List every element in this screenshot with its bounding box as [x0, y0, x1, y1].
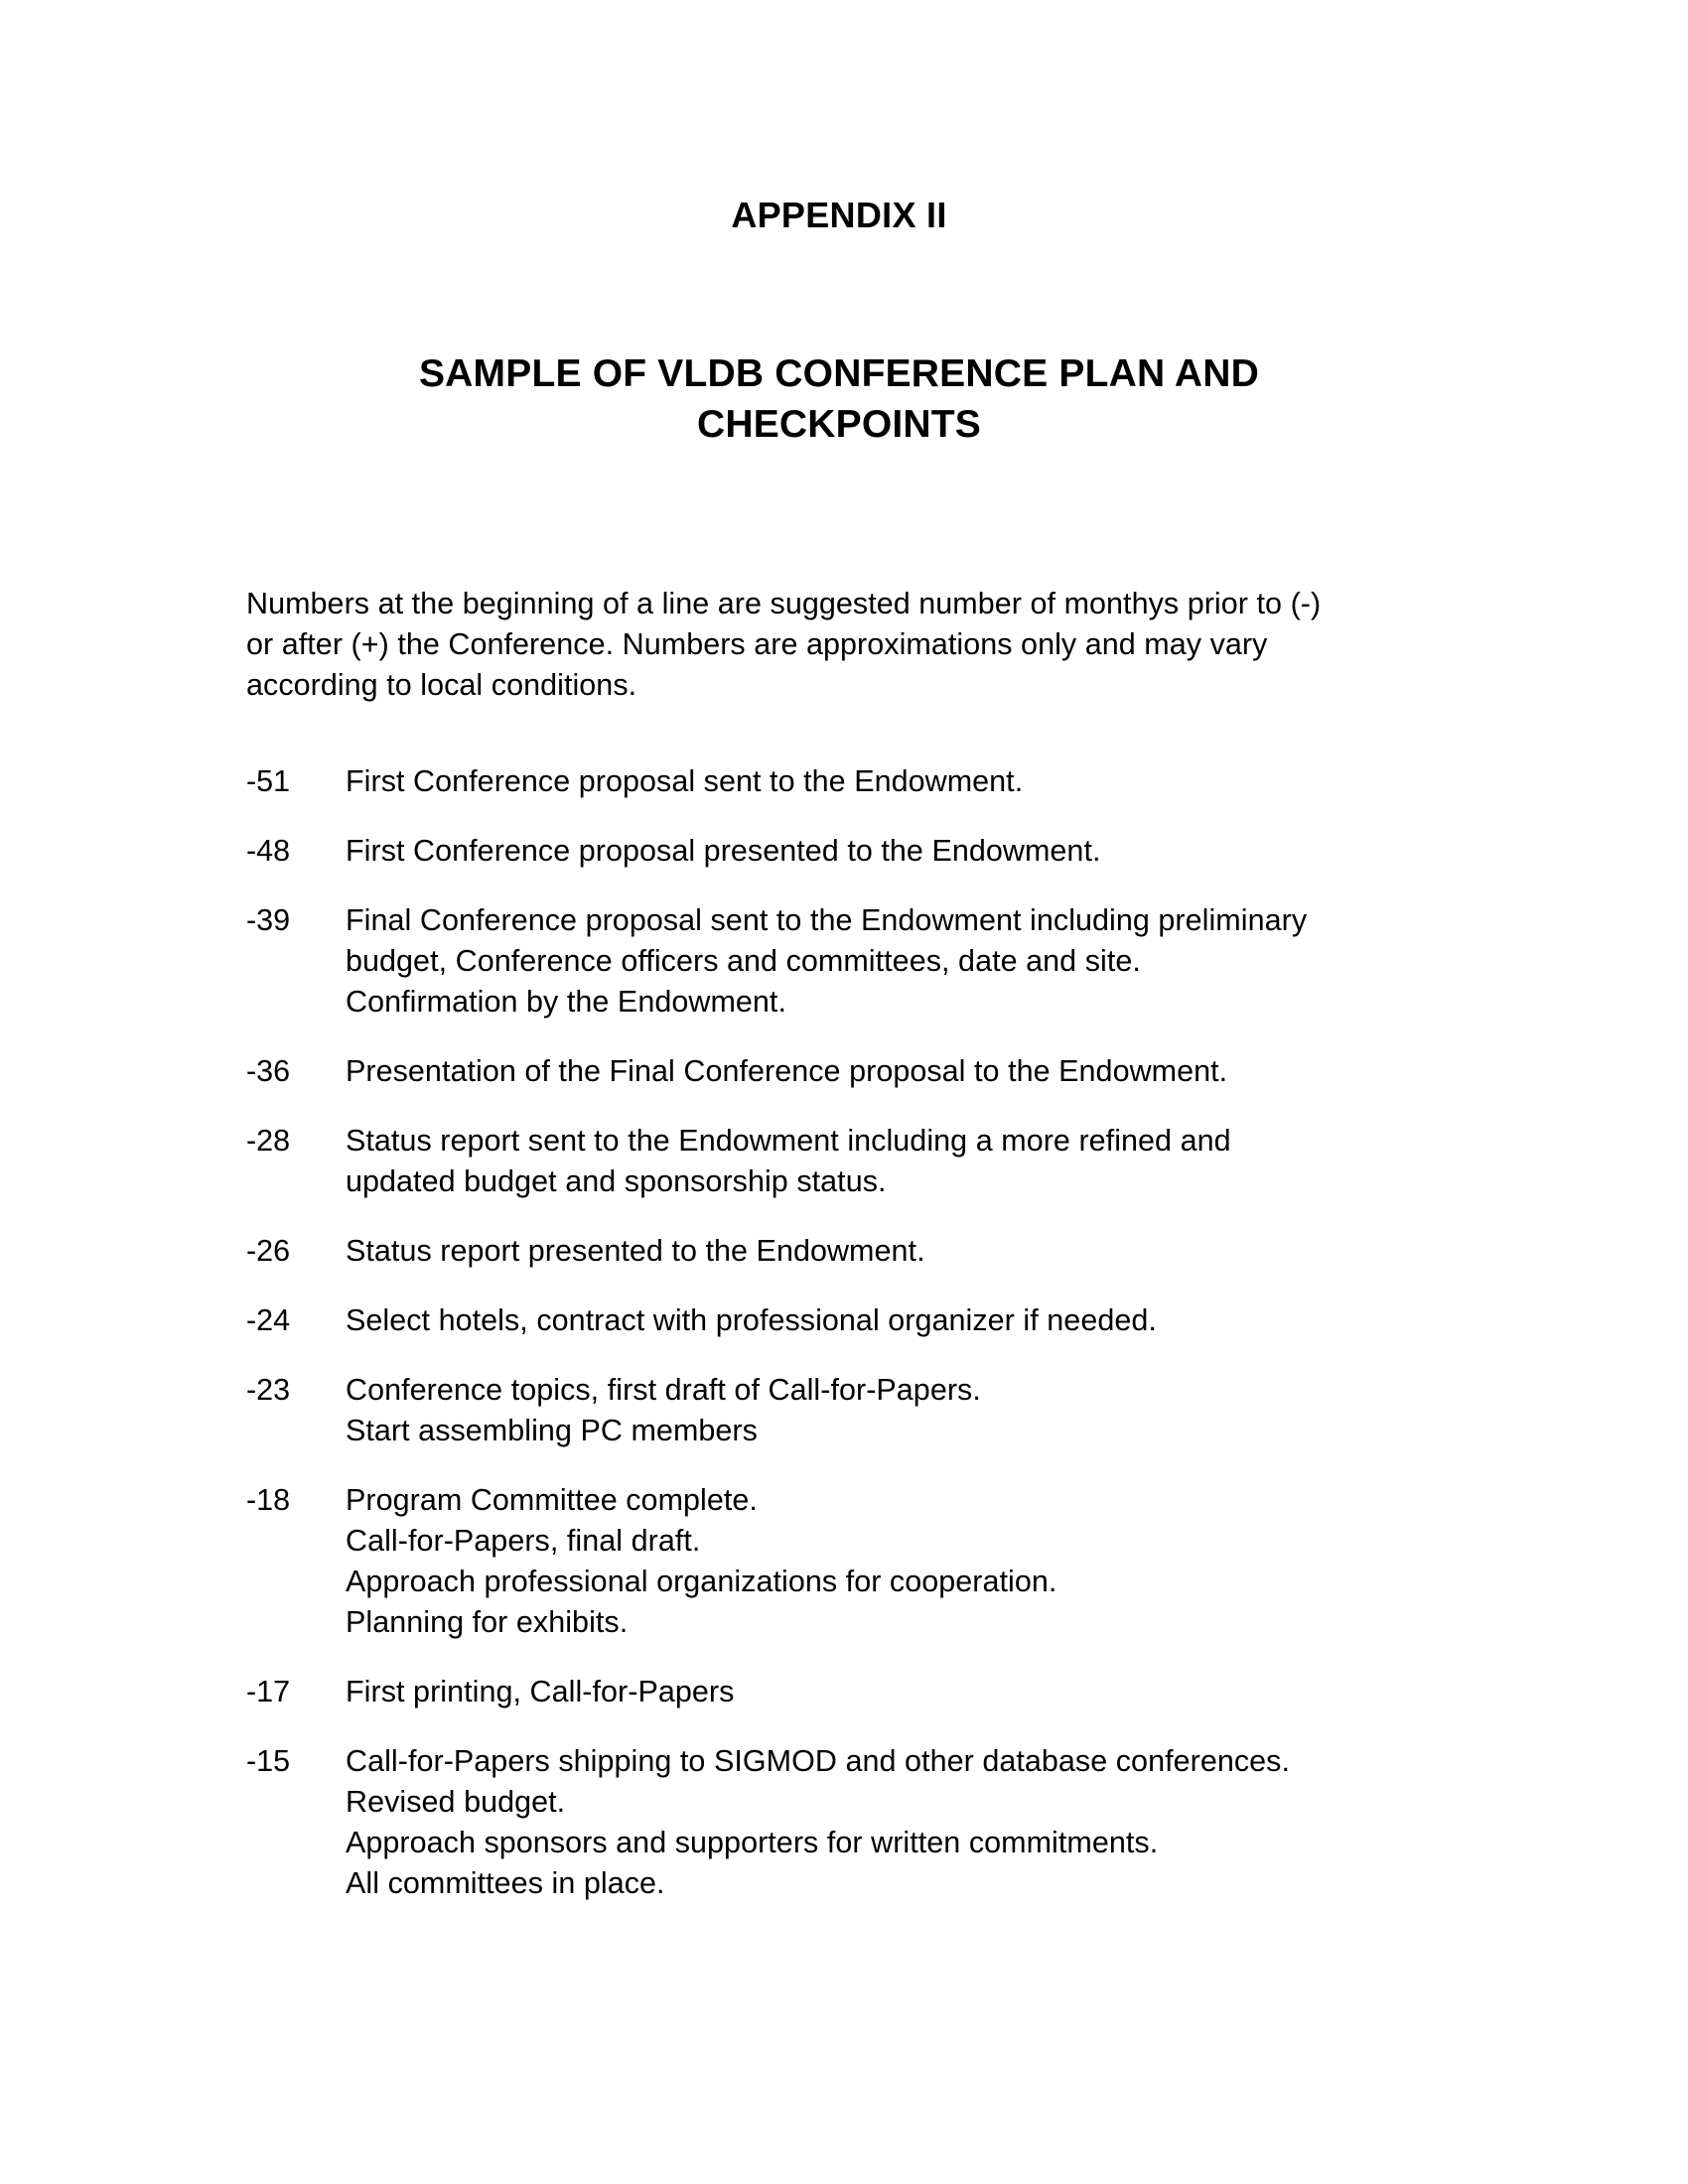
checkpoint-line: budget, Conference officers and committees, date and site.	[346, 944, 1141, 978]
checkpoint-month: -18	[246, 1483, 291, 1517]
checkpoint-description	[346, 1672, 1438, 1712]
checkpoint-month: -51	[246, 764, 291, 798]
checkpoint-line: Status report sent to the Endowment including a more refined and	[346, 1124, 1231, 1158]
checkpoint-entry	[246, 900, 1438, 1023]
checkpoint-line: Select hotels, contract with professional organizer if needed.	[346, 1303, 1157, 1337]
checkpoint-line: Call-for-Papers shipping to SIGMOD and other database conferences.	[346, 1744, 1290, 1778]
checkpoint-line: Approach sponsors and supporters for written commitments.	[346, 1826, 1159, 1859]
checkpoint-month: -28	[246, 1124, 291, 1158]
checkpoint-entry	[246, 831, 1438, 872]
checkpoint-description	[346, 1741, 1438, 1904]
checkpoint-description	[346, 1121, 1438, 1202]
checkpoint-month: -39	[246, 903, 291, 937]
checkpoint-description	[346, 1480, 1438, 1643]
intro-line: according to local conditions.	[246, 668, 637, 702]
checkpoint-entry	[246, 1051, 1438, 1092]
checkpoint-entry	[246, 1231, 1438, 1272]
checkpoint-month: -23	[246, 1373, 291, 1407]
checkpoint-description	[346, 900, 1438, 1023]
checkpoint-description	[346, 761, 1438, 802]
checkpoint-line: Revised budget.	[346, 1785, 566, 1819]
checkpoint-description	[346, 1231, 1438, 1272]
checkpoint-entry	[246, 1300, 1438, 1341]
checkpoint-description	[346, 831, 1438, 872]
checkpoint-month: -15	[246, 1744, 291, 1778]
checkpoint-list	[246, 761, 1438, 1933]
checkpoint-line: Presentation of the Final Conference proposal to the Endowment.	[346, 1054, 1228, 1088]
checkpoint-month: -24	[246, 1303, 291, 1337]
checkpoint-line: Planning for exhibits.	[346, 1605, 629, 1639]
checkpoint-month: -17	[246, 1675, 291, 1708]
checkpoint-line: First Conference proposal presented to the Endowment.	[346, 834, 1101, 868]
checkpoint-line: Status report presented to the Endowment.	[346, 1234, 925, 1268]
checkpoint-line: updated budget and sponsorship status.	[346, 1164, 887, 1198]
checkpoint-description	[346, 1051, 1438, 1092]
checkpoint-entry	[246, 761, 1438, 802]
checkpoint-month: -48	[246, 834, 291, 868]
intro-line: Numbers at the beginning of a line are suggested number of monthys prior to (-)	[246, 587, 1322, 620]
checkpoint-entry	[246, 1370, 1438, 1451]
checkpoint-description	[346, 1300, 1438, 1341]
intro-paragraph	[246, 584, 1423, 706]
page-title-line: CHECKPOINTS	[696, 402, 982, 446]
intro-line: or after (+) the Conference. Numbers are approximations only and may vary	[246, 627, 1268, 661]
checkpoint-line: All committees in place.	[346, 1866, 665, 1900]
checkpoint-entry	[246, 1121, 1438, 1202]
checkpoint-line: Conference topics, first draft of Call-for-Papers.	[346, 1373, 981, 1407]
checkpoint-line: First Conference proposal sent to the Endowment.	[346, 764, 1024, 798]
checkpoint-line: Approach professional organizations for cooperation.	[346, 1565, 1057, 1598]
appendix-heading: APPENDIX II	[731, 195, 947, 235]
checkpoint-entry	[246, 1741, 1438, 1904]
checkpoint-entry	[246, 1672, 1438, 1712]
page-title	[248, 349, 1430, 450]
checkpoint-line: Confirmation by the Endowment.	[346, 985, 786, 1019]
checkpoint-description	[346, 1370, 1438, 1451]
checkpoint-month: -26	[246, 1234, 291, 1268]
checkpoint-line: Final Conference proposal sent to the Endowment including preliminary	[346, 903, 1308, 937]
checkpoint-entry	[246, 1480, 1438, 1643]
checkpoint-line: First printing, Call-for-Papers	[346, 1675, 735, 1708]
checkpoint-line: Program Committee complete.	[346, 1483, 758, 1517]
checkpoint-line: Call-for-Papers, final draft.	[346, 1524, 701, 1558]
page-title-line: SAMPLE OF VLDB CONFERENCE PLAN AND	[418, 352, 1260, 395]
checkpoint-month: -36	[246, 1054, 291, 1088]
checkpoint-line: Start assembling PC members	[346, 1414, 758, 1447]
